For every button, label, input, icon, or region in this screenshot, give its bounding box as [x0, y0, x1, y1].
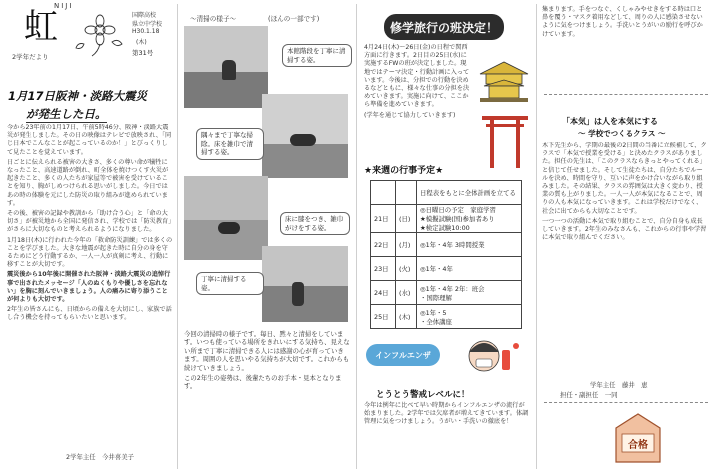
photo-caption-text: 今回の清掃時の様子です。毎日、黙々と清掃をしています。いつも使っている場所をきれいにする気持ち、見えない所まで丁寧に清掃できる人には感謝の心が育っていきます。周囲の人を思いやる気持ちが大切です。これからも続けていきましょう。 [184, 330, 350, 372]
schedule-row [371, 305, 522, 329]
main-paragraph: 2年生の皆さんにも、日頃からの備えを大切にし、家族で話し合う機会を持ってもらいたいと思います。 [7, 306, 172, 322]
main-paragraph: 1月18日(木)に行われた今年の「救命防災訓練」では多くのことを学びました。大きな地震が起きた時に自分の身を守るためにどう行動するか、一人一人が真剣に考え、行動に移すことが大切です。 [7, 236, 173, 269]
schedule-event: ◎1年・4年 3時間授業 [417, 233, 522, 257]
cleaning-photo-4 [262, 246, 348, 322]
school-line-1: 国際高校 [132, 12, 157, 19]
schedule-date: 23日 [371, 257, 396, 281]
temple-illustration [476, 54, 532, 106]
schedule-row [371, 257, 522, 281]
flu-label-bubble [366, 344, 440, 366]
section-divider [544, 402, 708, 403]
main-paragraph: 今から23年前の1月17日、午前5時46分、阪神・淡路大震災が発生しました。その日の映像はテレビで放映され、「同じ日本でこんなことが起こっているのか！」とびっくりして見たことを覚えています。 [7, 124, 172, 156]
main-paragraph: 日ごとに伝えられる被害の大きさ、多くの尊い命が犠牲になったこと、高速道路が倒れ、町全体を焼けつくす火災が起きたこと、多くの人たちが家屋等で被害を受けていることを知り、胸がしめつけられる思いがしました。今日ではあの時の体験を元にした防災の取り組みが進められています。 [7, 158, 169, 207]
column-divider [536, 4, 537, 469]
schedule-title: ★来週の行事予定★ [364, 166, 444, 176]
main-signature: 2学年主任 今井喜美子 [66, 453, 134, 461]
grade-label: 2学年だより [12, 53, 49, 61]
cleaning-photo-2 [262, 94, 348, 178]
right-box-title-2: 〜 学校でつくるクラス 〜 [578, 129, 666, 138]
schedule-date [371, 181, 396, 205]
trip-note: (学年を通じて協力していきます) [364, 111, 456, 119]
schedule-event: ◎1年・4年 2年：班会 ・国際理解 [417, 281, 522, 305]
torii-illustration [480, 112, 530, 168]
main-paragraph: その後、被害の記録や教訓から「助け合う心」と「命の大切さ」が被災地から全国に発信され、学校では「防災教育」がさらに大切なものと考えられるようになりました。 [7, 210, 172, 234]
cleaning-photo-1 [184, 26, 268, 108]
schedule-date: 21日 [371, 205, 396, 233]
goukaku-label: 合格 [628, 440, 648, 451]
schedule-day: (木) [396, 305, 417, 329]
issue-date: H30.1.18 [132, 28, 160, 35]
flower-illustration [72, 12, 128, 58]
right-body-text: 木下先生から、学期の最後の2日間の当番に立候補して、クラスで「本気で授業を受ける」と決めたクラスがありました。担任の先生は、「このクラスならきっとやってくれる」と信じて任せました。そして生徒たちは、自分たちでルールを決め、時間を守り、互いに声をかけ合いながら取り組みました。その結果、クラスの雰囲気は大きく変わり、授業の質も上がりました。一人一人が本気になることで、周りの人も本気になっていきます。これは学校だけでなく、社会に出てからも大切なことです。 [542, 142, 707, 215]
main-article-body [7, 124, 173, 448]
flu-label: インフルエンザ [375, 351, 431, 360]
photo-caption-text-2: この2年生の姿勢は、後輩たちのお手本・見本となります。 [184, 374, 342, 391]
school-line-2: 県立中学校 [132, 21, 163, 28]
photo-bubble-3: 床に膝をつき、雑巾がけをする姿。 [280, 212, 350, 235]
right-signature-1: 学年主任 藤井 恵 [590, 381, 648, 389]
masthead [6, 2, 172, 62]
flu-body [364, 402, 530, 427]
issue-number: 第31号 [132, 49, 154, 57]
schedule-table [370, 180, 522, 329]
schedule-event: ◎1年・4年 [417, 257, 522, 281]
right-top-paragraph: 集まります。手をつなぐ、くしゃみやせきをする時は口と鼻を覆う・マスク着用などして、周りの人に感染させないように気をつけましょう。手洗いとうがいの励行を呼びかけています。 [542, 6, 703, 38]
trip-banner-title: 修学旅行の班決定！ [389, 21, 498, 35]
sick-child-illustration [458, 336, 524, 382]
schedule-day: (水) [396, 281, 417, 305]
schedule-row [371, 281, 522, 305]
photo-bubble-2: 隅々まで丁寧な掃除。床を雑巾で清掃する姿。 [196, 128, 264, 160]
schedule-event: 日程表をもとに全体計画を立てる [417, 181, 522, 205]
schedule-day [396, 181, 417, 205]
masthead-small-title: NIJI [54, 2, 74, 10]
cleaning-photo-3 [184, 176, 268, 260]
masthead-title: 虹 [24, 7, 58, 47]
schedule-row [371, 181, 522, 205]
trip-body [364, 44, 472, 120]
section-divider [544, 94, 708, 95]
issue-day: (木) [136, 39, 147, 46]
trip-banner [384, 14, 504, 40]
flu-body-text: 今年は例年に比べて早い時期からインフルエンザの流行が始まりました。2学年では欠席者が増えてきています。体調管理に気をつけましょう。うがい・手洗いの徹底を！ [364, 402, 529, 426]
photo-section-header-right: (ほんの一部です) [268, 15, 320, 23]
schedule-row [371, 205, 522, 233]
main-paragraph: 震災後から10年後に開催された阪神・淡路大震災の追悼行事で出されたメッセージ「人のぬくもりや優しさを忘れない」を胸に刻んでいきましょう。人の痛みに寄り添うことが何よりも大切です。 [7, 271, 171, 304]
schedule-date: 25日 [371, 305, 396, 329]
right-body [542, 142, 708, 378]
photo-bubble-4: 丁寧に清掃する姿。 [196, 272, 264, 295]
trip-body-text: 4月24日(木)〜26日(金)の日程で関西方面に行きます。2日目の25日(水)に実施するFWの班が決定しました。現地ではテーマ決定・行動計画に入っています。今後は、分担での行動を決めるなどともに、様々な仕事の分担を決めていきます。実施に向けて、ここから準備を進めていきます。 [364, 44, 470, 109]
schedule-row [371, 233, 522, 257]
photo-bubble-1: 本館階段を丁寧に清掃する姿。 [282, 44, 352, 67]
schedule-day: (月) [396, 233, 417, 257]
column-divider [356, 4, 357, 469]
schedule-date: 24日 [371, 281, 396, 305]
schedule-day: (日) [396, 205, 417, 233]
schedule-date: 22日 [371, 233, 396, 257]
flu-heading: とうとう警戒レベルに！ [376, 390, 470, 400]
column-divider [177, 4, 178, 469]
schedule-day: (火) [396, 257, 417, 281]
right-signature-2: 担任・副担任 一同 [560, 391, 618, 399]
photo-caption [184, 330, 350, 391]
photo-section-header: 〜清掃の様子〜 [190, 15, 237, 23]
right-box-title-1: 「本気」は人を本気にする [562, 117, 658, 126]
schedule-event: ◎日曜日の予定 家庭学習 ★模擬試験(国)参加者あり ★検定試験10:00 [417, 205, 522, 233]
goukaku-omamori [612, 412, 664, 464]
right-top-text [542, 6, 708, 39]
main-headline-2: が発生した日。 [26, 107, 107, 121]
right-body-text-2: 一つ一つの活動に本気で取り組むことで、自分自身も成長していきます。2年生のみなさんも、これからの行事や学習に本気で取り組んでください。 [542, 217, 707, 242]
main-headline-1: 1月17日阪神・淡路大震災 [8, 89, 148, 103]
schedule-event: ◎1年・5 ・全体講座 [417, 305, 522, 329]
